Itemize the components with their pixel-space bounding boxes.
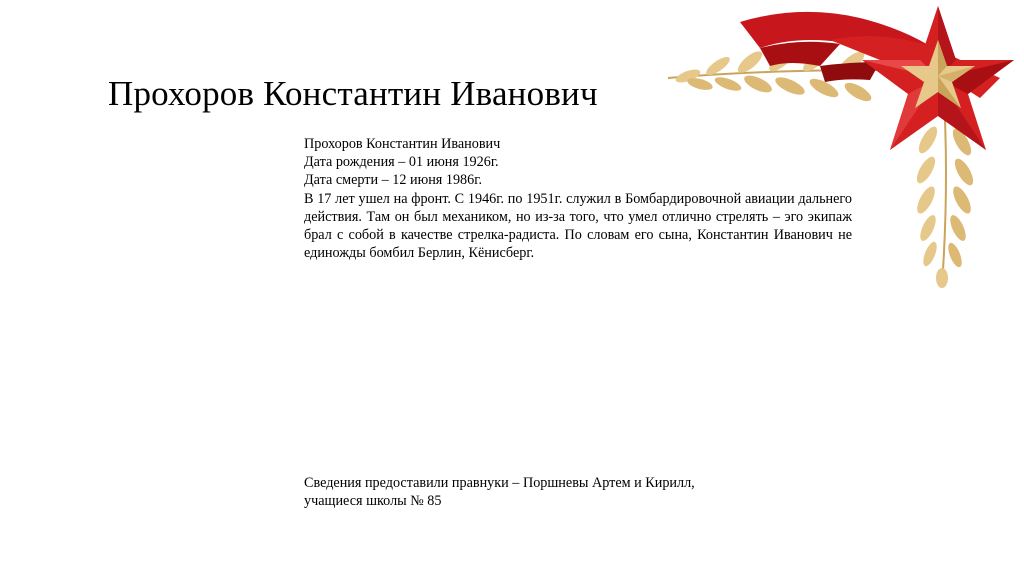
bio-name: Прохоров Константин Иванович bbox=[304, 136, 501, 152]
credits-line-1: Сведения предоставили правнуки – Поршневы Артем и Кирилл, bbox=[304, 475, 695, 491]
victory-star-ribbon-laurel-icon bbox=[660, 0, 1024, 300]
credits-block bbox=[304, 474, 824, 510]
slide-title: Прохоров Константин Иванович bbox=[108, 74, 598, 113]
bio-story: В 17 лет ушел на фронт. С 1946г. по 1951г. служил в Бомбардировочной авиации дальнего действия. Там он был механиком, но из-за того, что умел отлично стрелять – эго экипаж брал с собой в качестве стрелка-радиста. По словам его сына, Константин Иванович не единожды бомбил Берлин, Кёнисберг. bbox=[304, 190, 852, 262]
bio-birth-date: Дата рождения – 01 июня 1926г. bbox=[304, 154, 499, 171]
bio-death-date: Дата смерти – 12 июня 1986г. bbox=[304, 172, 483, 189]
credits-line-2: учащиеся школы № 85 bbox=[304, 493, 442, 510]
laurel-branch-vertical-icon bbox=[913, 120, 976, 288]
